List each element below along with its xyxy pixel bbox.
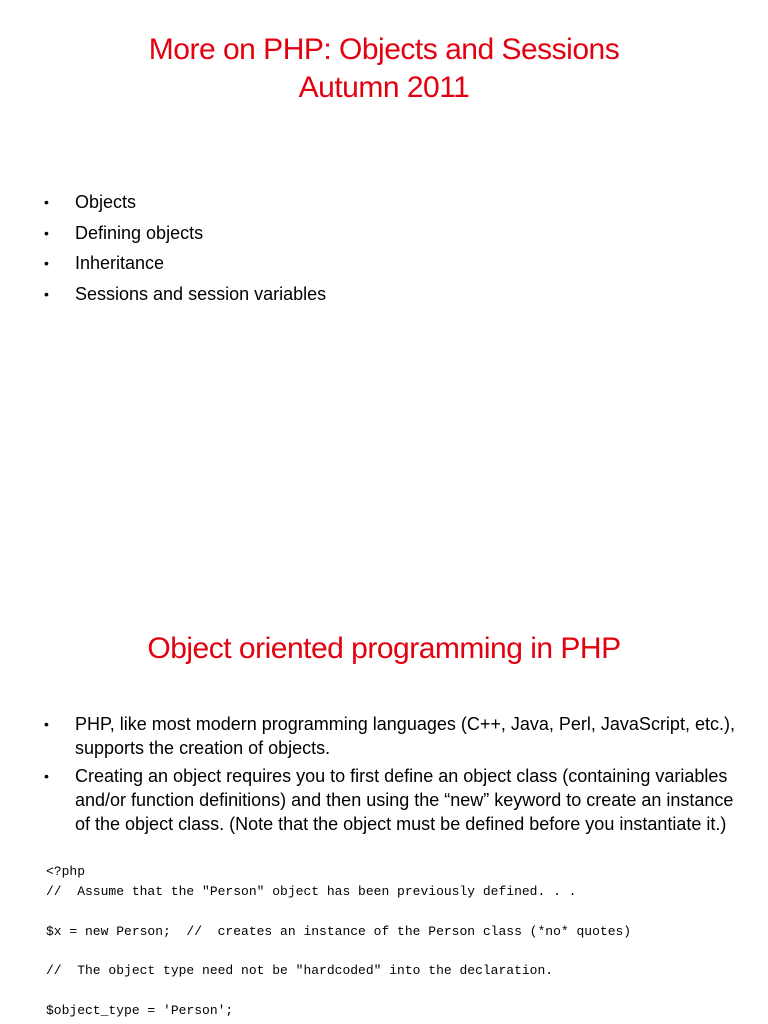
code-line: $x = new Person; // creates an instance of the Person class (*no* quotes)	[46, 923, 632, 939]
bullet-glyph: •	[44, 255, 49, 272]
bullet-item	[44, 282, 748, 313]
bullet-item	[44, 190, 748, 221]
bullet-item	[44, 221, 748, 252]
bullet-text: Defining objects	[75, 222, 204, 243]
code-line: // Assume that the "Person" object has been previously defined. . .	[46, 884, 577, 899]
slide-object-oriented-programming	[0, 600, 768, 1024]
bullet-glyph: •	[44, 194, 49, 210]
bullet-text: PHP, like most modern programming languages (C++, Java, Perl, JavaScript, etc.), supports the creation of objects.	[75, 714, 735, 758]
bullet-glyph: •	[44, 716, 49, 732]
bullet-text: Inheritance	[75, 253, 165, 274]
code-block	[46, 862, 631, 1021]
bullet-glyph: •	[44, 285, 49, 302]
bullet-text: Objects	[75, 192, 137, 212]
slide-title: Object oriented programming in PHP	[147, 632, 621, 665]
bullet-item	[44, 251, 748, 282]
bullet-text: Creating an object requires you to first define an object class (containing variables and/or function definitions) and then using the “new” keyword to create an instance of the object class. (Note that the object must be defined before you instantiate it.)	[75, 766, 734, 834]
bullet-item	[44, 712, 748, 760]
bullet-item	[44, 764, 748, 836]
slide-title-line: More on PHP: Objects and Sessions	[148, 33, 620, 66]
bullet-glyph: •	[44, 224, 49, 241]
code-line: <?php	[46, 864, 86, 879]
code-line: $object_type = 'Person';	[46, 1002, 234, 1018]
code-line: // The object type need not be "hardcoded" into the declaration.	[46, 963, 554, 978]
slide-title	[0, 31, 768, 107]
slide-subtitle-line: Autumn 2011	[298, 71, 470, 104]
bullet-glyph: •	[44, 768, 49, 784]
bullet-list	[44, 712, 748, 840]
bullet-list	[44, 190, 748, 312]
bullet-text: Sessions and session variables	[75, 283, 327, 304]
